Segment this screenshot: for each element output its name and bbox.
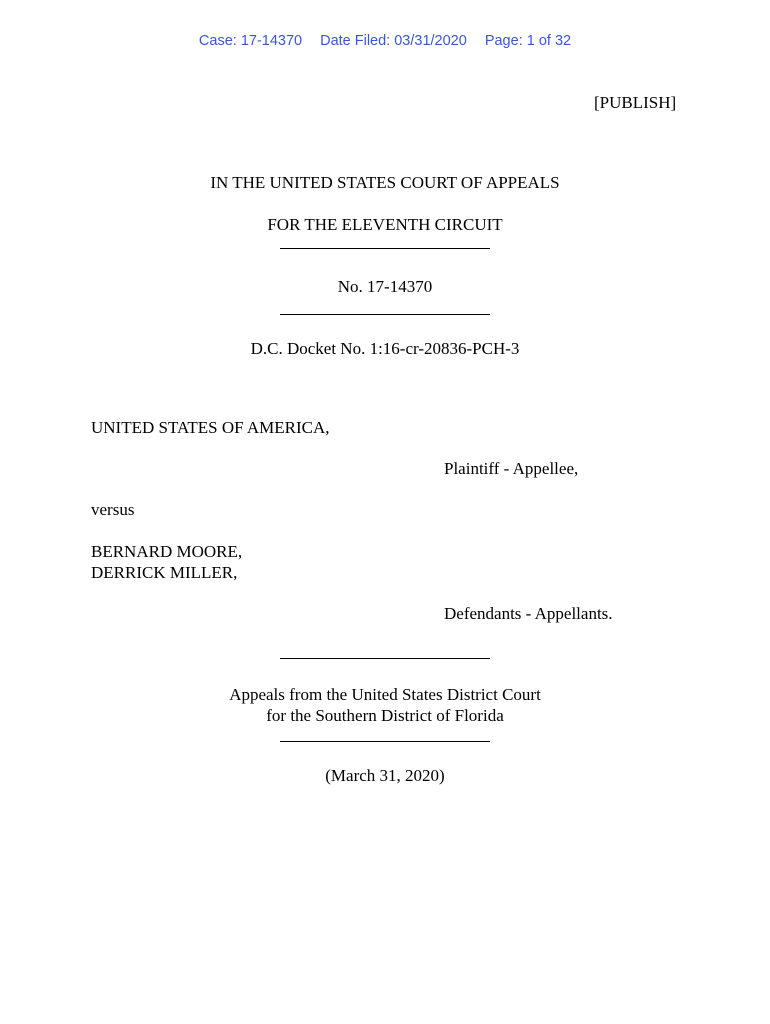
defendant-name: DERRICK MILLER,	[91, 563, 238, 582]
docket-number: D.C. Docket No. 1:16-cr-20836-PCH-3	[250, 339, 520, 358]
versus-label: versus	[91, 500, 135, 519]
divider-rule	[280, 741, 490, 742]
decision-date: (March 31, 2020)	[325, 766, 445, 785]
defendant-role: Defendants - Appellants.	[444, 604, 613, 623]
date-filed-header: Date Filed: 03/31/2020	[320, 33, 467, 49]
court-name: IN THE UNITED STATES COURT OF APPEALS	[210, 173, 560, 192]
plaintiff-name: UNITED STATES OF AMERICA,	[91, 418, 330, 437]
case-number-header: Case: 17-14370	[198, 33, 303, 49]
plaintiff-role: Plaintiff - Appellee,	[444, 459, 579, 478]
filing-header	[0, 33, 770, 49]
page-count-header: Page: 1 of 32	[484, 33, 572, 49]
circuit-name: FOR THE ELEVENTH CIRCUIT	[267, 215, 503, 234]
appeal-number: No. 17-14370	[337, 277, 433, 296]
publish-tag: [PUBLISH]	[594, 93, 677, 112]
divider-rule	[280, 248, 490, 249]
divider-rule	[280, 314, 490, 315]
divider-rule	[280, 658, 490, 659]
appeal-origin-line2: for the Southern District of Florida	[266, 706, 504, 725]
appeal-origin-line1: Appeals from the United States District Court	[229, 685, 541, 704]
defendant-name: BERNARD MOORE,	[91, 542, 243, 561]
